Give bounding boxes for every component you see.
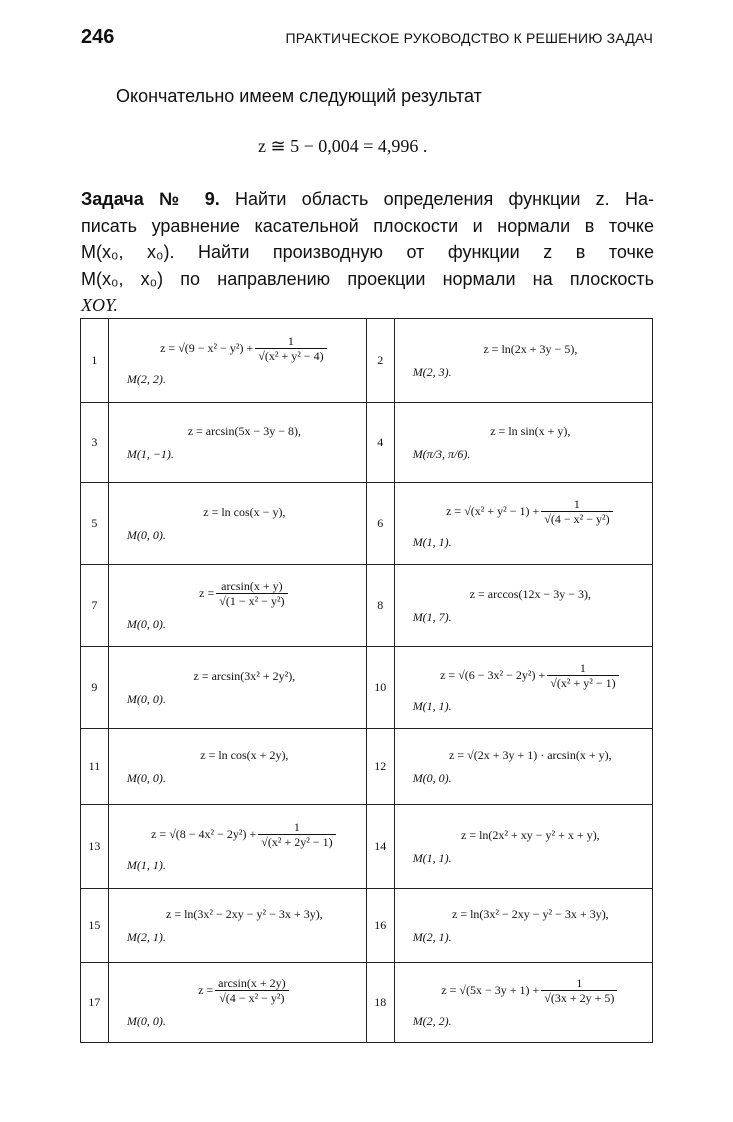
variant-cell <box>108 647 366 729</box>
table-row <box>81 889 653 963</box>
formula-fraction <box>215 976 288 1006</box>
fraction-denominator: √(3x + 2y + 5) <box>544 991 615 1005</box>
variant-point: M(1, −1). <box>126 447 174 461</box>
problem-statement <box>81 186 654 319</box>
variant-cell <box>394 319 652 403</box>
variant-cell <box>394 647 652 729</box>
variant-formula <box>409 970 652 1006</box>
variant-cell <box>108 403 366 483</box>
variant-number: 5 <box>81 483 109 565</box>
fraction-numerator: 1 <box>547 661 618 676</box>
variant-cell <box>394 565 652 647</box>
formula-lead: z = <box>198 982 214 997</box>
variant-cell <box>394 963 652 1043</box>
variant-point: M(1, 7). <box>412 610 452 624</box>
formula-fraction <box>547 661 618 691</box>
variant-formula <box>409 491 652 527</box>
variant-formula: z = arcsin(3x² + 2y²), <box>193 669 296 683</box>
variant-cell <box>108 805 366 889</box>
variant-number: 6 <box>366 483 394 565</box>
variant-point: M(0, 0). <box>126 771 166 785</box>
formula-lead: z = √(9 − x² − y²) + <box>160 340 254 355</box>
variant-number: 4 <box>366 403 394 483</box>
variant-formula: z = √(2x + 3y + 1) · arcsin(x + y), <box>449 748 612 762</box>
formula-lead: z = √(5x − 3y + 1) + <box>441 982 540 997</box>
variant-point: M(π/3, π/6). <box>412 447 471 461</box>
table-row <box>81 729 653 805</box>
variant-point: M(2, 1). <box>412 930 452 944</box>
problem-line-4: M(x₀, x₀) по направлению проекции нормали на плоскость <box>81 268 654 289</box>
variant-formula: z = arccos(12x − 3y − 3), <box>469 587 591 601</box>
variant-number: 11 <box>81 729 109 805</box>
table-row <box>81 319 653 403</box>
page-number: 246 <box>81 26 115 48</box>
variant-number: 18 <box>366 963 394 1043</box>
variant-number: 12 <box>366 729 394 805</box>
variant-formula: z = ln(3x² − 2xy − y² − 3x + 3y), <box>166 907 323 921</box>
variant-cell <box>394 729 652 805</box>
variant-cell <box>394 403 652 483</box>
formula-lead: z = <box>199 585 215 600</box>
variant-point: M(1, 1). <box>412 535 452 549</box>
formula-lead: z = √(8 − 4x² − 2y²) + <box>151 826 257 841</box>
table-row <box>81 647 653 729</box>
variant-formula <box>409 655 652 691</box>
problem-text-1: Найти область определения функции z. На- <box>235 189 654 209</box>
fraction-denominator: √(x² + y² − 1) <box>550 676 616 690</box>
variant-number: 13 <box>81 805 109 889</box>
problem-line-1 <box>81 186 654 213</box>
variant-cell <box>108 729 366 805</box>
variant-formula: z = ln(3x² − 2xy − y² − 3x + 3y), <box>452 907 609 921</box>
variant-cell <box>394 805 652 889</box>
variant-formula: z = ln(2x + 3y − 5), <box>483 342 578 356</box>
fraction-numerator: 1 <box>541 497 612 512</box>
fraction-numerator: 1 <box>255 334 326 349</box>
table-row <box>81 963 653 1043</box>
variant-number: 14 <box>366 805 394 889</box>
variant-point: M(1, 1). <box>126 858 166 872</box>
variant-cell <box>394 889 652 963</box>
fraction-denominator: √(x² + 2y² − 1) <box>261 835 333 849</box>
variant-cell <box>108 483 366 565</box>
variant-point: M(2, 1). <box>126 930 166 944</box>
variant-formula: z = arcsin(5x − 3y − 8), <box>187 424 301 438</box>
variant-formula <box>123 573 366 609</box>
table-row <box>81 403 653 483</box>
problem-heading: Задача № 9. <box>81 189 220 209</box>
variant-number: 8 <box>366 565 394 647</box>
formula-fraction <box>216 579 287 609</box>
formula-lead: z = √(6 − 3x² − 2y²) + <box>440 667 546 682</box>
variant-formula <box>123 814 366 850</box>
fraction-denominator: √(4 − x² − y²) <box>544 512 610 526</box>
table-row <box>81 805 653 889</box>
variant-point: M(0, 0). <box>126 692 166 706</box>
variant-point: M(0, 0). <box>412 771 452 785</box>
variant-formula: z = ln(2x² + xy − y² + x + y), <box>461 828 600 842</box>
formula-fraction <box>255 334 326 364</box>
variant-number: 2 <box>366 319 394 403</box>
variant-point: M(2, 2). <box>412 1014 452 1028</box>
formula-fraction <box>541 976 617 1006</box>
fraction-numerator: arcsin(x + 2y) <box>215 976 288 991</box>
problem-line-3: M(x₀, x₀). Найти производную от функции z в точке <box>81 242 654 262</box>
variant-cell <box>108 319 366 403</box>
variant-cell <box>108 565 366 647</box>
variant-number: 15 <box>81 889 109 963</box>
variant-number: 7 <box>81 565 109 647</box>
variant-point: M(0, 0). <box>126 1014 166 1028</box>
fraction-denominator: √(x² + y² − 4) <box>258 349 324 363</box>
variant-formula <box>123 328 366 364</box>
variant-point: M(2, 3). <box>412 365 452 379</box>
fraction-denominator: √(4 − x² − y²) <box>219 991 285 1005</box>
fraction-numerator: 1 <box>258 820 335 835</box>
variant-formula: z = ln cos(x + 2y), <box>200 748 289 762</box>
fraction-numerator: 1 <box>541 976 617 991</box>
variant-number: 16 <box>366 889 394 963</box>
variant-cell <box>108 963 366 1043</box>
variant-point: M(0, 0). <box>126 617 166 631</box>
variant-formula <box>123 970 366 1006</box>
variant-formula: z = ln cos(x − y), <box>203 505 286 519</box>
variant-number: 9 <box>81 647 109 729</box>
variant-cell <box>394 483 652 565</box>
variant-point: M(1, 1). <box>412 699 452 713</box>
variant-number: 10 <box>366 647 394 729</box>
variant-formula: z = ln sin(x + y), <box>490 424 571 438</box>
variant-number: 1 <box>81 319 109 403</box>
variants-table <box>80 318 653 1043</box>
variant-number: 17 <box>81 963 109 1043</box>
fraction-numerator: arcsin(x + y) <box>216 579 287 594</box>
table-row <box>81 565 653 647</box>
variant-cell <box>108 889 366 963</box>
formula-fraction <box>541 497 612 527</box>
variant-point: M(2, 2). <box>126 372 166 386</box>
fraction-denominator: √(1 − x² − y²) <box>219 594 285 608</box>
problem-line-2: писать уравнение касательной плоскости и нормали в точке <box>81 215 654 236</box>
table-row <box>81 483 653 565</box>
formula-lead: z = √(x² + y² − 1) + <box>446 503 540 518</box>
problem-line-5: XOY. <box>81 295 118 315</box>
result-equation: z ≅ 5 − 0,004 = 4,996 . <box>258 136 428 156</box>
formula-fraction <box>258 820 335 850</box>
running-head: ПРАКТИЧЕСКОЕ РУКОВОДСТВО К РЕШЕНИЮ ЗАДАЧ <box>285 30 653 46</box>
variant-point: M(0, 0). <box>126 528 166 542</box>
intro-text: Окончательно имеем следующий результат <box>116 86 482 106</box>
variant-number: 3 <box>81 403 109 483</box>
variant-point: M(1, 1). <box>412 851 452 865</box>
